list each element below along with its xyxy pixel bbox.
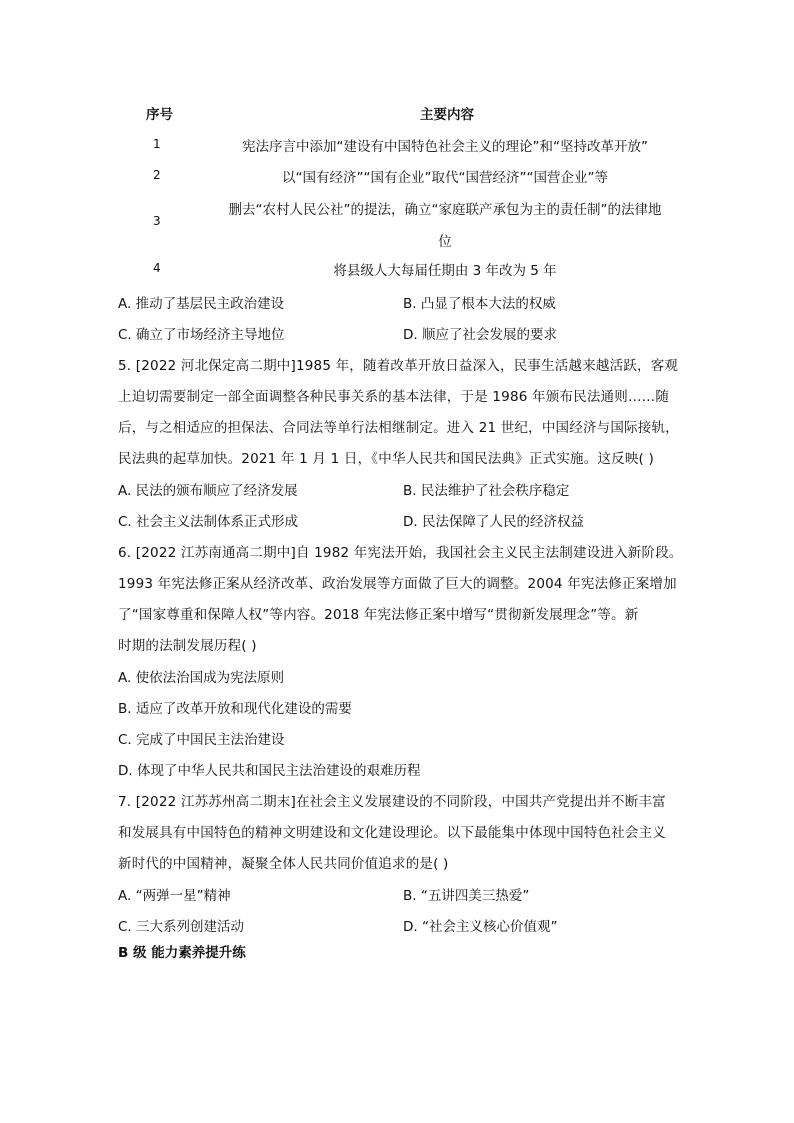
table-row-text: 以“国有经济”“国有企业”取代“国营经济”“国营企业”等 <box>282 170 608 186</box>
q5-option-b: B. 民法维护了社会秩序稳定 <box>403 483 570 499</box>
q4-option-b: B. 凸显了根本大法的权威 <box>403 296 556 312</box>
q6-stem-line: 6. [2022 江苏南通高二期中]自 1982 年宪法开始，我国社会主义民主法制建设进入新阶段。 <box>118 545 683 561</box>
table-header-index: 序号 <box>146 107 173 123</box>
q4-option-d: D. 顺应了社会发展的要求 <box>403 327 557 343</box>
q6-stem-line: 1993 年宪法修正案从经济改革、政治发展等方面做了巨大的调整。2004 年宪法修正案增加 <box>118 576 677 592</box>
q7-option-b: B. “五讲四美三热爱” <box>403 888 530 904</box>
q4-option-c: C. 确立了市场经济主导地位 <box>118 327 285 343</box>
table-row-text-cont: 位 <box>438 234 452 250</box>
q6-option-a: A. 使依法治国成为宪法原则 <box>118 670 285 686</box>
q6-stem-line: 时期的法制发展历程( ) <box>118 638 257 654</box>
q6-option-c: C. 完成了中国民主法治建设 <box>118 732 285 748</box>
q7-stem-line: 新时代的中国精神，凝聚全体人民共同价值追求的是( ) <box>118 856 449 872</box>
table-row-text: 宪法序言中添加“建设有中国特色社会主义的理论”和“坚持改革开放” <box>242 139 648 155</box>
table-row-text: 删去“农村人民公社”的提法，确立“家庭联产承包为主的责任制”的法律地 <box>228 202 662 218</box>
q7-stem-line: 和发展具有中国特色的精神文明建设和文化建设理论。以下最能集中体现中国特色社会主义 <box>118 825 666 841</box>
q6-option-b: B. 适应了改革开放和现代化建设的需要 <box>118 701 352 717</box>
q7-option-c: C. 三大系列创建活动 <box>118 919 245 935</box>
q5-option-a: A. 民法的颁布顺应了经济发展 <box>118 483 298 499</box>
table-row-text: 将县级人大每届任期由 3 年改为 5 年 <box>333 263 557 279</box>
table-header-content: 主要内容 <box>420 107 474 123</box>
q4-option-a: A. 推动了基层民主政治建设 <box>118 296 285 312</box>
q5-option-d: D. 民法保障了人民的经济权益 <box>403 514 584 530</box>
table-row-num: 2 <box>153 168 161 182</box>
q7-option-a: A. “两弹一星”精神 <box>118 888 231 904</box>
q5-stem-line: 民法典的起草加快。2021 年 1 月 1 日，《中华人民共和国民法典》正式实施。这反映( ) <box>118 451 654 467</box>
q7-stem-line: 7. [2022 江苏苏州高二期末]在社会主义发展建设的不同阶段，中国共产党提出并不断丰富 <box>118 794 666 810</box>
section-heading: B 级 能力素养提升练 <box>118 945 246 961</box>
q5-stem-line: 上迫切需要制定一部全面调整各种民事关系的基本法律，于是 1986 年颁布民法通则……随 <box>118 389 670 405</box>
table-row-num: 4 <box>153 261 161 275</box>
q6-stem-line: 了“国家尊重和保障人权”等内容。2018 年宪法修正案中增写“贯彻新发展理念”等。新 <box>118 607 639 623</box>
q5-stem-line: 后，与之相适应的担保法、合同法等单行法相继制定。进入 21 世纪，中国经济与国际接轨， <box>118 420 679 436</box>
q7-option-d: D. “社会主义核心价值观” <box>403 919 558 935</box>
q5-stem-line: 5. [2022 河北保定高二期中]1985 年，随着改革开放日益深入，民事生活越来越活跃，客观 <box>118 358 679 374</box>
table-row-num: 3 <box>153 214 161 228</box>
table-row-num: 1 <box>153 137 161 151</box>
q6-option-d: D. 体现了中华人民共和国民主法治建设的艰难历程 <box>118 763 421 779</box>
q5-option-c: C. 社会主义法制体系正式形成 <box>118 514 299 530</box>
